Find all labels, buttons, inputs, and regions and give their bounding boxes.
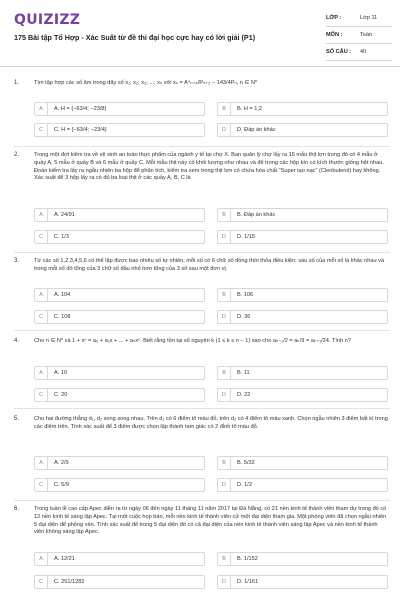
meta-label: LỚP : <box>326 15 342 21</box>
meta-value: Toán <box>360 32 373 38</box>
quizizz-logo: QUIZIZZ <box>14 12 81 28</box>
option-text: D. 1/15 <box>237 234 256 240</box>
option-letter: A <box>35 367 48 379</box>
question-number: 3. <box>14 258 20 264</box>
divider <box>14 252 390 253</box>
option-text: A. 10 <box>54 370 68 376</box>
option-letter: B <box>218 553 231 565</box>
option-letter: D <box>218 311 231 323</box>
option-text: B. H = 1;2 <box>237 106 263 112</box>
question-6 <box>14 506 390 598</box>
option-letter: A <box>35 209 48 221</box>
meta-label: MÔN : <box>326 32 343 38</box>
question-5 <box>14 416 390 496</box>
question-number: 2. <box>14 152 20 158</box>
question-1 <box>14 80 390 142</box>
option-c[interactable] <box>34 310 205 324</box>
option-letter: C <box>35 124 48 136</box>
option-a[interactable] <box>34 456 205 470</box>
option-letter: D <box>218 389 231 401</box>
meta-row-subject <box>326 27 392 44</box>
option-text: A. 12/21 <box>54 556 75 562</box>
divider <box>14 146 390 147</box>
option-c[interactable] <box>34 123 205 137</box>
option-letter: A <box>35 289 48 301</box>
question-number: 6. <box>14 506 20 512</box>
question-4 <box>14 338 390 404</box>
option-letter: C <box>35 311 48 323</box>
option-a[interactable] <box>34 102 205 116</box>
divider <box>14 330 390 331</box>
option-letter: B <box>218 457 231 469</box>
option-text: C. 1/3 <box>54 234 69 240</box>
option-letter: B <box>218 367 231 379</box>
option-b[interactable] <box>217 102 388 116</box>
option-text: A. H = {−63/4; −23/8} <box>54 106 107 112</box>
meta-row-count <box>326 44 392 61</box>
question-number: 4. <box>14 338 20 344</box>
option-text: B. Đáp án khác <box>237 212 276 218</box>
option-letter: A <box>35 457 48 469</box>
option-text: C. 5/9 <box>54 482 69 488</box>
header <box>0 0 400 67</box>
option-letter: A <box>35 553 48 565</box>
document-title: 175 Bài tập Tổ Hợp - Xác Suất từ đề thi đại học cực hay có lời giải (P1) <box>14 33 256 42</box>
option-text: B. 1/152 <box>237 556 258 562</box>
option-d[interactable] <box>217 230 388 244</box>
option-b[interactable] <box>217 456 388 470</box>
question-number: 1. <box>14 80 20 86</box>
option-c[interactable] <box>34 230 205 244</box>
question-text: Tìm tập hợp các số âm trong dãy số x₁; x₂; x₃; ...; xₙ với xₙ = A⁴ₙ₊₄/Pₙ₊₂ − 143/4Pₙ, n ∈ N* <box>34 80 258 86</box>
meta-value: Lớp 11 <box>360 15 378 21</box>
option-text: B. 11 <box>237 370 250 376</box>
option-text: A. 2/9 <box>54 460 69 466</box>
option-text: C. 108 <box>54 314 71 320</box>
option-d[interactable] <box>217 310 388 324</box>
meta-label: SỐ CÂU : <box>326 49 352 55</box>
option-letter: B <box>218 289 231 301</box>
option-letter: D <box>218 124 231 136</box>
option-letter: C <box>35 576 48 588</box>
option-letter: D <box>218 576 231 588</box>
question-text: Cho n ∈ N* và 1 + xⁿ = a₀ + a₁x + ... + aₙxⁿ. Biết rằng tồn tại số nguyên k (1 ≤ k ≤ n − 1) sao cho aₖ₋₁/2 = aₖ/9 = aₖ₊₁/24. Tính n? <box>34 338 351 344</box>
option-text: C. 20 <box>54 392 68 398</box>
question-text: Từ các số 1,2,3,4,5,6 có thể lập được bao nhiêu số tự nhiên, mỗi số có 6 chữ số đồng thời thỏa điều kiện: sáu số của mỗi số là khác nhau và trong mỗi số đó tổng của 3 chữ số đầu nhỏ hơn tổng của 3 số sau một đơn vị. <box>34 258 385 272</box>
option-text: C. H = {−63/4; −23/4} <box>54 127 107 133</box>
option-text: B. 5/32 <box>237 460 255 466</box>
option-letter: C <box>35 231 48 243</box>
option-b[interactable] <box>217 366 388 380</box>
option-letter: D <box>218 479 231 491</box>
option-letter: C <box>35 479 48 491</box>
meta-row-class <box>326 10 392 27</box>
option-c[interactable] <box>34 388 205 402</box>
option-b[interactable] <box>217 288 388 302</box>
option-letter: B <box>218 209 231 221</box>
question-text: Trong tuần lễ cao cấp Apec diễn ra từ ngày 06 đến ngày 11 tháng 11 năm 2017 tại Đà Nẵng, có 21 nền kinh tế thành viên tham dự trong đó có 12 nền kinh tế sáng lập Apec. Tại một cuộc họp báo, mỗi nền kinh tế thành viên cử một đại diện tham gia. Một phóng viên đã chọn ngẫu nhiên 5 đại diện để phỏng vấn. Tính xác suất để trong 5 đại diện đó có cả đại diện của nền kinh tế thành viên sáng lập Apec và nền kinh tế thành viên không sáng lập Apec. <box>34 506 387 536</box>
option-d[interactable] <box>217 123 388 137</box>
question-text: Cho hai đường thẳng d₁, d₂ song song nhau. Trên d₁ có 6 điểm tô màu đỏ, trên d₂ có 4 điểm tô màu xanh. Chọn ngẫu nhiên 3 điểm bất kì trong các điểm trên. Tính xác suất để 3 điểm được chọn lập thành tam giác có 2 đỉnh tô màu đỏ. <box>34 416 388 430</box>
option-a[interactable] <box>34 366 205 380</box>
option-letter: D <box>218 231 231 243</box>
option-d[interactable] <box>217 478 388 492</box>
option-c[interactable] <box>34 575 205 589</box>
divider <box>14 408 390 409</box>
meta-value: 40 <box>360 49 367 55</box>
option-text: B. 106 <box>237 292 254 298</box>
option-letter: C <box>35 389 48 401</box>
question-2 <box>14 152 390 248</box>
option-d[interactable] <box>217 575 388 589</box>
option-b[interactable] <box>217 208 388 222</box>
option-text: D. 36 <box>237 314 251 320</box>
option-b[interactable] <box>217 552 388 566</box>
option-text: A. 104 <box>54 292 71 298</box>
option-a[interactable] <box>34 552 205 566</box>
option-text: D. Đáp án khác <box>237 127 276 133</box>
option-a[interactable] <box>34 208 205 222</box>
option-letter: B <box>218 103 231 115</box>
option-a[interactable] <box>34 288 205 302</box>
question-number: 5. <box>14 416 20 422</box>
divider <box>14 500 390 501</box>
meta-table <box>326 10 392 61</box>
option-text: A. 24/91 <box>54 212 75 218</box>
option-c[interactable] <box>34 478 205 492</box>
question-text: Trong một đợt kiểm tra về vệ sinh an toàn thực phẩm của ngành y tế tại chợ X. Ban quản lý chợ lấy ra 15 mẫu thịt lợn trong đó có 4 mẫu ở quầy A, 5 mẫu ở quầy B và 6 mẫu ở quầy C. Mỗi mẫu thịt này có khối lượng như nhau và để trong các hộp kín có kích thước giống hệt nhau. Đoàn kiểm tra lấy ra ngẫu nhiên ba hộp để phân tích, kiểm tra xem trong thịt lợn có chứa hóa chất "Super tạo nạc" (Clenbuterol) hay không. Xác suất để 3 hộp lấy ra có đủ ba loại thịt ở các quầy A, B, C là <box>34 152 384 182</box>
option-text: D. 1/2 <box>237 482 252 488</box>
option-letter: A <box>35 103 48 115</box>
option-text: C. 251/1282 <box>54 579 85 585</box>
question-3 <box>14 258 390 326</box>
option-d[interactable] <box>217 388 388 402</box>
option-text: D. 1/161 <box>237 579 259 585</box>
option-text: D. 22 <box>237 392 251 398</box>
